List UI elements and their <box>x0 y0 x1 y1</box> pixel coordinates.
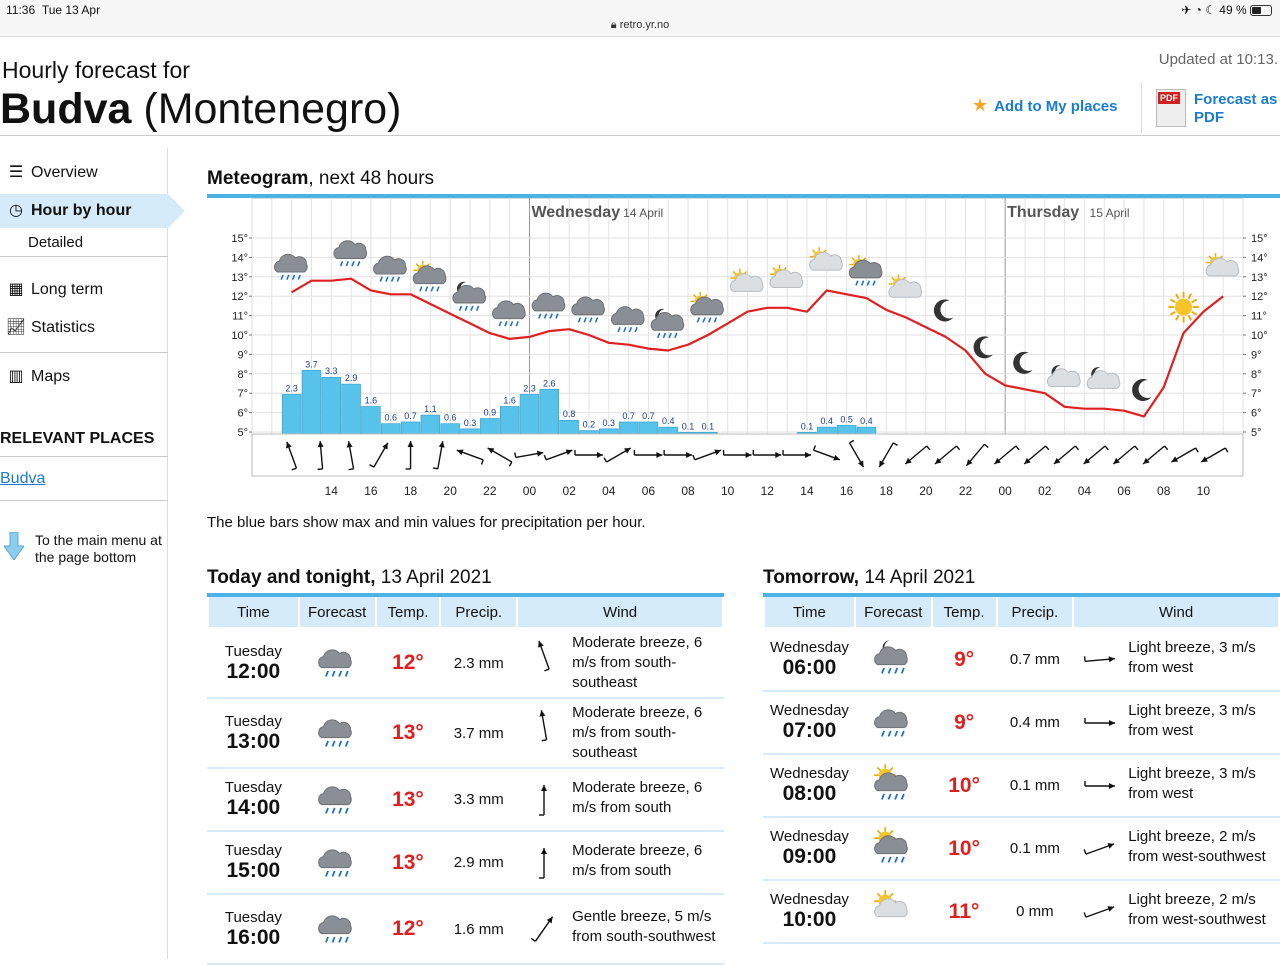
precipitation-cell: 0.7 mm <box>997 628 1074 691</box>
precip-label: 3.7 <box>305 359 318 369</box>
column-header: Precip. <box>997 595 1074 628</box>
tomorrow-forecast-table <box>763 593 1280 944</box>
y-tick-right: 14° <box>1251 252 1268 264</box>
page-pre-title: Hourly forecast for <box>2 57 190 84</box>
wind-direction-arrow <box>1085 781 1115 789</box>
meteogram-note: The blue bars show max and min values for precipitation per hour. <box>207 514 646 531</box>
time-cell: Wednesday 09:00 <box>764 817 855 880</box>
precipitation-cell: 2.9 mm <box>440 831 517 894</box>
wind-direction-arrow <box>1085 718 1115 726</box>
precipitation-cell: 3.3 mm <box>440 768 517 831</box>
precip-label: 0.1 <box>702 421 715 431</box>
x-tick: 20 <box>444 484 458 498</box>
address-bar[interactable]: 🔒︎ retro.yr.no <box>0 19 1280 32</box>
y-tick-left: 11° <box>232 311 248 323</box>
wind-direction-arrow <box>1084 906 1114 917</box>
wind-direction-arrow <box>1084 843 1114 854</box>
table-row <box>764 691 1279 754</box>
precip-label: 0.2 <box>583 420 596 430</box>
x-tick: 14 <box>325 484 339 498</box>
sidebar-divider <box>0 256 168 257</box>
cloud-rain-icon <box>312 639 362 683</box>
time-cell: Wednesday 07:00 <box>764 691 855 754</box>
x-tick: 12 <box>761 484 775 498</box>
wind-direction-icon <box>522 778 566 822</box>
page-header <box>0 37 1280 136</box>
y-tick-right: 12° <box>1251 291 1268 303</box>
meteogram-title: Meteogram, next 48 hours <box>207 168 434 190</box>
y-tick-right: 13° <box>1251 272 1268 284</box>
day-label: Thursday <box>1007 204 1079 221</box>
precipitation-cell: 3.7 mm <box>440 698 517 768</box>
precip-label: 0.7 <box>622 411 635 421</box>
x-tick: 18 <box>880 484 894 498</box>
y-tick-left: 5° <box>237 427 248 439</box>
moon-cloud-rain-icon <box>875 640 908 673</box>
temperature-cell: 13° <box>376 831 441 894</box>
precip-label: 0.7 <box>642 411 655 421</box>
y-tick-right: 8° <box>1251 369 1262 381</box>
forecast-cell <box>855 880 932 943</box>
updated-time: Updated at 10:13. <box>1159 51 1278 68</box>
column-header: Time <box>208 595 299 628</box>
x-tick: 08 <box>1157 484 1171 498</box>
x-tick: 04 <box>1078 484 1092 498</box>
clock-icon: ◷ <box>5 194 27 228</box>
precip-bar <box>381 424 400 434</box>
precip-label: 0.4 <box>662 416 675 426</box>
add-to-my-places-link[interactable]: ★ Add to My places <box>972 95 1118 116</box>
y-tick-left: 9° <box>237 349 248 361</box>
y-tick-right: 10° <box>1251 330 1268 342</box>
lock-icon: 🔒︎ <box>611 19 617 31</box>
airplane-icon: ✈ <box>1181 3 1191 17</box>
wind-direction-icon <box>522 907 566 951</box>
x-tick: 22 <box>959 484 973 498</box>
moon-icon: ☾ <box>1205 3 1216 17</box>
precip-label: 0.5 <box>840 414 853 424</box>
temperature-cell: 11° <box>932 880 997 943</box>
forecast-cell <box>855 754 932 817</box>
x-tick: 02 <box>562 484 576 498</box>
wifi-icon: ◔ <box>1195 3 1202 17</box>
temperature-cell: 12° <box>376 628 441 698</box>
precip-bar <box>441 424 460 434</box>
today-forecast-table <box>207 593 724 965</box>
wind-direction-icon <box>522 841 566 885</box>
column-header: Forecast <box>855 595 932 628</box>
wind-cell: Light breeze, 3 m/s from west <box>1073 754 1279 817</box>
precip-bar <box>421 415 440 434</box>
column-header: Forecast <box>299 595 376 628</box>
wind-cell: Moderate breeze, 6 m/s from south <box>517 831 723 894</box>
sun-cloud-icon <box>868 888 918 932</box>
precip-label: 0.4 <box>821 416 834 426</box>
forecast-cell <box>299 894 376 964</box>
time-cell: Tuesday 12:00 <box>208 628 299 698</box>
sun-cloud-rain-icon <box>874 764 907 799</box>
x-tick: 18 <box>404 484 418 498</box>
cloud-rain-icon <box>319 916 352 943</box>
forecast-cell <box>299 698 376 768</box>
precip-label: 3.3 <box>325 366 338 376</box>
temperature-cell: 10° <box>932 754 997 817</box>
cloud-rain-icon <box>312 839 362 883</box>
sun-cloud-rain-icon <box>868 762 918 806</box>
table-row <box>208 768 723 831</box>
wind-direction-icon <box>1078 701 1122 745</box>
x-tick: 04 <box>602 484 616 498</box>
sidebar-divider <box>0 500 168 501</box>
precip-bar <box>639 422 658 434</box>
cloud-rain-icon <box>868 699 918 743</box>
y-tick-left: 12° <box>231 291 248 303</box>
forecast-pdf-label: Forecast as PDF <box>1194 91 1280 127</box>
precip-label: 2.3 <box>523 383 536 393</box>
wind-direction-arrow <box>538 641 549 671</box>
precip-label: 0.3 <box>603 418 616 428</box>
table-row <box>764 754 1279 817</box>
column-header: Time <box>764 595 855 628</box>
wind-cell: Moderate breeze, 6 m/s from south <box>517 768 723 831</box>
time-cell: Tuesday 13:00 <box>208 698 299 768</box>
wind-cell: Gentle breeze, 5 m/s from south-southwest <box>517 894 723 964</box>
precip-bar <box>580 431 599 434</box>
precip-bar <box>659 427 678 434</box>
wind-direction-arrow <box>540 710 547 740</box>
table-row <box>764 628 1279 691</box>
forecast-cell <box>299 831 376 894</box>
list-icon: ☰ <box>5 162 27 182</box>
x-tick: 08 <box>681 484 695 498</box>
wind-direction-icon <box>1078 638 1122 682</box>
page-title: Budva (Montenegro) <box>0 85 402 134</box>
temperature-cell: 9° <box>932 628 997 691</box>
forecast-cell <box>855 817 932 880</box>
battery-percent: 49 % <box>1219 3 1246 17</box>
precip-label: 1.6 <box>503 395 516 405</box>
sun-cloud-icon <box>874 890 907 916</box>
table-row <box>208 628 723 698</box>
precip-bar <box>619 422 638 434</box>
precipitation-cell: 0.1 mm <box>997 754 1074 817</box>
column-header: Wind <box>517 595 723 628</box>
temperature-cell: 13° <box>376 698 441 768</box>
column-header: Precip. <box>440 595 517 628</box>
precip-label: 0.4 <box>860 416 873 426</box>
time-cell: Wednesday 08:00 <box>764 754 855 817</box>
precip-bar <box>461 429 480 434</box>
time-cell: Wednesday 10:00 <box>764 880 855 943</box>
status-icons <box>1181 3 1272 17</box>
column-header: Wind <box>1073 595 1279 628</box>
x-tick: 16 <box>840 484 854 498</box>
x-tick: 06 <box>642 484 656 498</box>
x-tick: 14 <box>800 484 814 498</box>
precip-label: 0.6 <box>384 413 397 423</box>
time-cell: Tuesday 16:00 <box>208 894 299 964</box>
wind-cell: Light breeze, 3 m/s from west <box>1073 628 1279 691</box>
precipitation-cell: 0.4 mm <box>997 691 1074 754</box>
x-tick: 22 <box>483 484 497 498</box>
cloud-rain-icon <box>319 786 352 813</box>
precip-label: 1.6 <box>365 395 378 405</box>
wind-cell: Moderate breeze, 6 m/s from south-southeast <box>517 628 723 698</box>
x-tick: 00 <box>998 484 1012 498</box>
star-icon: ★ <box>972 95 988 115</box>
y-tick-left: 15° <box>231 233 248 245</box>
precip-label: 0.7 <box>404 411 417 421</box>
table-row <box>208 894 723 964</box>
forecast-cell <box>299 768 376 831</box>
y-tick-left: 13° <box>231 272 248 284</box>
precip-bar <box>401 422 420 434</box>
sidebar-item-statistics[interactable]: 📈︎ Statistics <box>0 317 168 337</box>
wind-direction-arrow <box>1085 656 1115 662</box>
time-cell: Wednesday 06:00 <box>764 628 855 691</box>
precip-bar <box>302 370 321 434</box>
cloud-rain-icon <box>312 776 362 820</box>
x-tick: 10 <box>1197 484 1211 498</box>
precip-label: 0.9 <box>484 408 497 418</box>
x-tick: 00 <box>523 484 537 498</box>
precip-bar <box>342 384 361 434</box>
y-tick-left: 10° <box>231 330 248 342</box>
wind-direction-icon <box>1078 890 1122 934</box>
wind-direction-icon <box>1078 764 1122 808</box>
y-tick-left: 6° <box>237 408 248 420</box>
sidebar-item-overview[interactable]: ☰ Overview <box>0 162 168 182</box>
forecast-cell <box>855 691 932 754</box>
wind-direction-arrow <box>539 785 547 815</box>
sidebar: ☰ Overview ◷ Hour by hour Detailed ▦ Long term 📈︎ Statistics ▥ Maps RELEVANT PLACES Budva To the main menu at the page bottom <box>0 148 168 959</box>
y-tick-right: 5° <box>1251 427 1262 439</box>
precipitation-cell: 2.3 mm <box>440 628 517 698</box>
precip-bar <box>560 420 579 434</box>
y-tick-right: 11° <box>1251 311 1267 323</box>
forecast-cell <box>855 628 932 691</box>
day-label: Wednesday <box>531 204 620 221</box>
y-tick-right: 9° <box>1251 349 1262 361</box>
precipitation-cell: 0.1 mm <box>997 817 1074 880</box>
map-icon: ▥ <box>5 366 27 386</box>
precip-bar <box>500 406 519 434</box>
y-tick-left: 7° <box>237 388 248 400</box>
cloud-rain-icon <box>312 709 362 753</box>
y-tick-right: 7° <box>1251 388 1262 400</box>
time-cell: Tuesday 14:00 <box>208 768 299 831</box>
moon-cloud-rain-icon <box>868 636 918 680</box>
forecast-cell <box>299 628 376 698</box>
battery-icon <box>1250 5 1272 16</box>
column-header: Temp. <box>376 595 441 628</box>
sidebar-item-long-term[interactable]: ▦ Long term <box>0 279 168 299</box>
y-tick-left: 14° <box>231 252 248 264</box>
status-bar <box>0 0 1280 37</box>
precip-bar <box>480 419 499 434</box>
precipitation-cell: 1.6 mm <box>440 894 517 964</box>
sidebar-item-maps[interactable]: ▥ Maps <box>0 366 168 386</box>
precip-label: 1.1 <box>424 404 437 414</box>
sun-cloud-rain-icon <box>868 825 918 869</box>
precip-bar <box>322 377 341 434</box>
temperature-cell: 13° <box>376 768 441 831</box>
x-tick: 16 <box>364 484 378 498</box>
cloud-rain-icon <box>319 720 352 747</box>
wind-direction-icon <box>522 633 566 677</box>
wind-cell: Light breeze, 3 m/s from west <box>1073 691 1279 754</box>
cloud-rain-icon <box>319 849 352 876</box>
wind-direction-icon <box>522 703 566 747</box>
wind-cell: Light breeze, 2 m/s from west-southwest <box>1073 817 1279 880</box>
sidebar-item-detailed[interactable]: Detailed <box>0 234 168 251</box>
precip-label: 0.3 <box>464 418 477 428</box>
sidebar-divider <box>0 352 168 353</box>
cloud-rain-icon <box>319 650 352 677</box>
pdf-icon: PDF <box>1156 89 1186 127</box>
precip-bar <box>540 389 559 434</box>
temperature-cell: 12° <box>376 894 441 964</box>
wind-direction-icon <box>1078 827 1122 871</box>
x-tick: 10 <box>721 484 735 498</box>
sidebar-item-hour-by-hour[interactable]: ◷ Hour by hour <box>0 194 168 228</box>
statistics-icon: 📈︎ <box>5 317 27 337</box>
y-tick-right: 15° <box>1251 233 1268 245</box>
temperature-cell: 9° <box>932 691 997 754</box>
precip-label: 2.6 <box>543 378 556 388</box>
relevant-places-heading: RELEVANT PLACES <box>0 430 154 448</box>
x-tick: 06 <box>1117 484 1131 498</box>
precip-bar <box>857 427 876 434</box>
precip-label: 2.3 <box>285 383 298 393</box>
temperature-cell: 10° <box>932 817 997 880</box>
table-row <box>764 880 1279 943</box>
precip-bar <box>282 394 301 434</box>
status-time: 11:36 Tue 13 Apr <box>6 3 100 17</box>
tomorrow-title: Tomorrow, 14 April 2021 <box>763 567 975 589</box>
precip-bar <box>520 394 539 434</box>
precip-label: 2.9 <box>345 373 358 383</box>
sidebar-divider <box>0 456 168 457</box>
y-tick-left: 8° <box>237 369 248 381</box>
relevant-place-link[interactable]: Budva <box>0 470 45 488</box>
x-tick: 02 <box>1038 484 1052 498</box>
sun-cloud-rain-icon <box>874 827 907 862</box>
precip-label: 0.1 <box>801 421 814 431</box>
precip-label: 0.1 <box>682 421 695 431</box>
precip-bar <box>362 406 381 434</box>
precip-label: 0.8 <box>563 409 576 419</box>
wind-cell: Moderate breeze, 6 m/s from south-southeast <box>517 698 723 768</box>
y-tick-right: 6° <box>1251 408 1262 420</box>
cloud-rain-icon <box>875 709 908 736</box>
table-row <box>208 831 723 894</box>
precip-bar <box>837 425 856 434</box>
column-header: Temp. <box>932 595 997 628</box>
precip-bar <box>817 427 836 434</box>
wind-direction-arrow <box>539 848 547 878</box>
day-date: 15 April <box>1090 206 1130 220</box>
header-divider <box>1141 82 1142 134</box>
meteogram-chart <box>207 198 1280 504</box>
table-row <box>208 698 723 768</box>
precipitation-cell: 0 mm <box>997 880 1074 943</box>
arrow-down-icon <box>4 532 24 560</box>
day-date: 14 April <box>623 206 663 220</box>
cloud-rain-icon <box>312 905 362 949</box>
calendar-icon: ▦ <box>5 279 27 299</box>
table-row <box>764 817 1279 880</box>
today-title: Today and tonight, 13 April 2021 <box>207 567 492 589</box>
time-cell: Tuesday 15:00 <box>208 831 299 894</box>
precip-label: 0.6 <box>444 413 457 423</box>
wind-cell: Light breeze, 2 m/s from west-southwest <box>1073 880 1279 943</box>
x-tick: 20 <box>919 484 933 498</box>
precip-bar <box>599 429 618 434</box>
wind-direction-arrow <box>531 917 552 942</box>
